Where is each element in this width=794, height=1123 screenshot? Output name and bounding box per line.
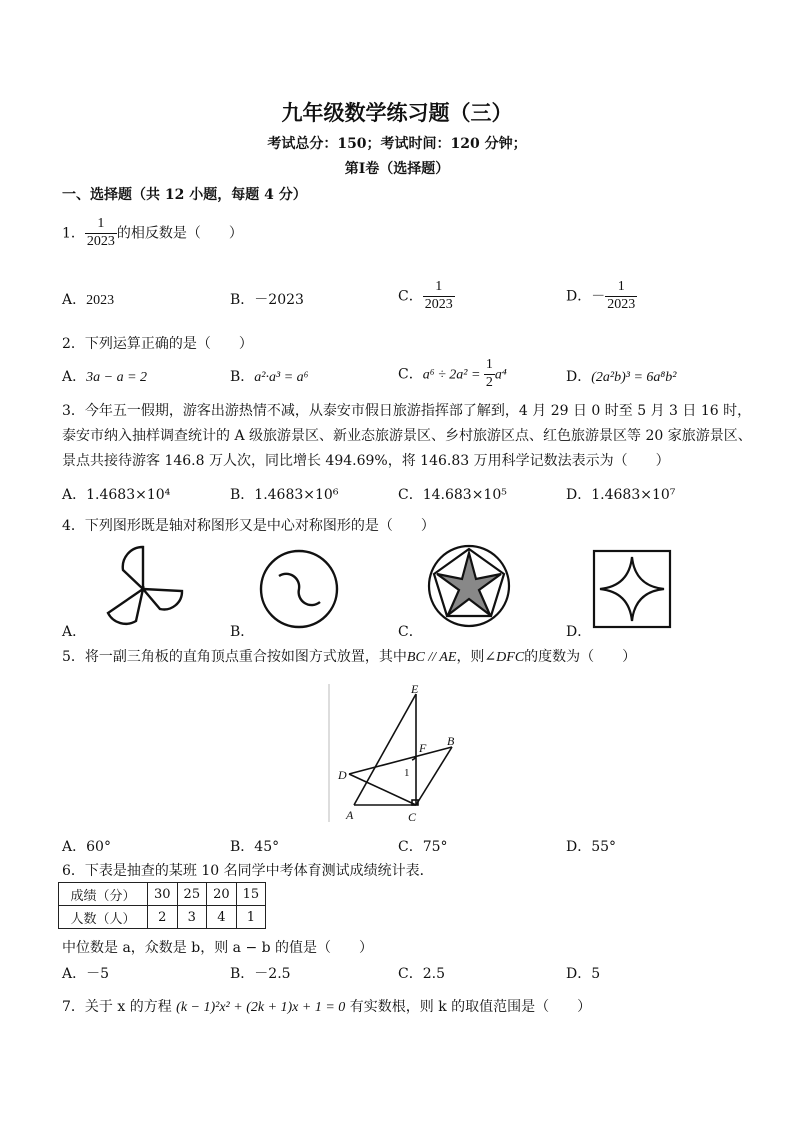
q1-option-b[interactable]: B．－2023 [230,292,304,308]
question-2: 2．下列运算正确的是（ ） [62,336,253,352]
triangle-boards-figure [328,682,468,828]
question-text: 的相反数是（ ） [116,225,243,242]
table-row: 人数（人） 2 3 4 1 [59,906,266,929]
question-7: 7．关于 x 的方程 (k − 1)²x² + (2k + 1)x + 1 = 0 有实数根，则 k 的取值范围是（ ） [62,999,592,1015]
q6-option-b[interactable]: B．－2.5 [230,966,291,982]
q4-option-c[interactable]: C． [398,624,423,640]
yin-yang-figure [258,548,340,630]
q3-option-b[interactable]: B．1.4683×10⁶ [230,487,339,503]
q2-option-d[interactable]: D．(2a²b)³ = 6a⁸b² [566,369,677,385]
question-4: 4．下列图形既是轴对称图形又是中心对称图形的是（ ） [62,518,435,534]
question-6-followup: 中位数是 a，众数是 b，则 a − b 的值是（ ） [62,940,374,956]
q3-option-d[interactable]: D．1.4683×10⁷ [566,487,676,503]
fraction: $\frac{1}{2023}$ [86,216,115,249]
q1-option-a[interactable]: A．2023 [62,292,115,308]
q4-option-a[interactable]: A． [62,624,87,640]
page-title: 九年级数学练习题（三） [281,100,513,125]
q5-option-d[interactable]: D．55° [566,839,617,855]
label-a: A [346,808,354,822]
q5-option-c[interactable]: C．75° [398,839,448,855]
question-3-line-3: 景点共接待游客 146.8 万人次，同比增长 494.69%，将 146.83 万用科学记数法表示为（ ） [62,453,670,469]
q3-option-a[interactable]: A．1.4683×10⁴ [62,487,171,503]
volume-title: 第Ⅰ卷（选择题） [344,161,450,177]
question-3-line-1: 3．今年五一假期，游客出游热情不减，从泰安市假日旅游指挥部了解到，4 月 29 日 0 时至 5 月 3 日 16 时， [62,403,752,419]
q1-option-c[interactable]: C． $\frac{1}{2023}$ [398,279,453,312]
q2-option-a[interactable]: A．3a − a = 2 [62,369,148,385]
q6-option-c[interactable]: C．2.5 [398,966,445,982]
question-1 [62,216,243,251]
question-6: 6．下表是抽查的某班 10 名同学中考体育测试成绩统计表． [62,863,434,879]
q6-option-a[interactable]: A．－5 [62,966,110,982]
label-c: C [408,810,417,824]
label-e: E [411,682,419,696]
question-5: 5．将一副三角板的直角顶点重合按如图方式放置，其中BC // AE，则∠DFC的度数为（ ） [62,649,637,665]
label-d: D [338,768,347,782]
q3-option-c[interactable]: C．14.683×10⁵ [398,487,507,503]
q4-option-d[interactable]: D． [566,624,592,640]
label-f: F [419,741,427,755]
question-3-line-2: 泰安市纳入抽样调查统计的 A 级旅游景区、新业态旅游景区、乡村旅游区点、红色旅游景区等 20 家旅游景区、 [62,428,752,444]
star-pentagon-figure [426,543,512,629]
q5-option-a[interactable]: A．60° [62,839,111,855]
q5-option-b[interactable]: B．45° [230,839,280,855]
exam-info: 考试总分：150；考试时间：120 分钟； [267,136,527,152]
q6-option-d[interactable]: D．5 [566,966,601,982]
q2-option-c[interactable]: C．a⁶ ÷ 2a² = $\frac{1}{2}$ a⁴ [398,357,507,390]
q2-option-b[interactable]: B．a²·a³ = a⁶ [230,369,309,385]
four-point-star-figure [592,549,672,629]
label-angle-1: 1 [404,767,410,779]
label-b: B [447,734,455,748]
table-row: 成绩（分） 30 25 20 15 [59,883,266,906]
pinwheel-figure [100,543,186,627]
q4-option-b[interactable]: B． [230,624,255,640]
question-number: 1． [62,225,85,242]
q1-option-d[interactable]: D．－ $\frac{1}{2023}$ [566,279,636,312]
score-table [58,882,266,929]
section-heading: 一、选择题（共 12 小题，每题 4 分） [62,187,307,203]
